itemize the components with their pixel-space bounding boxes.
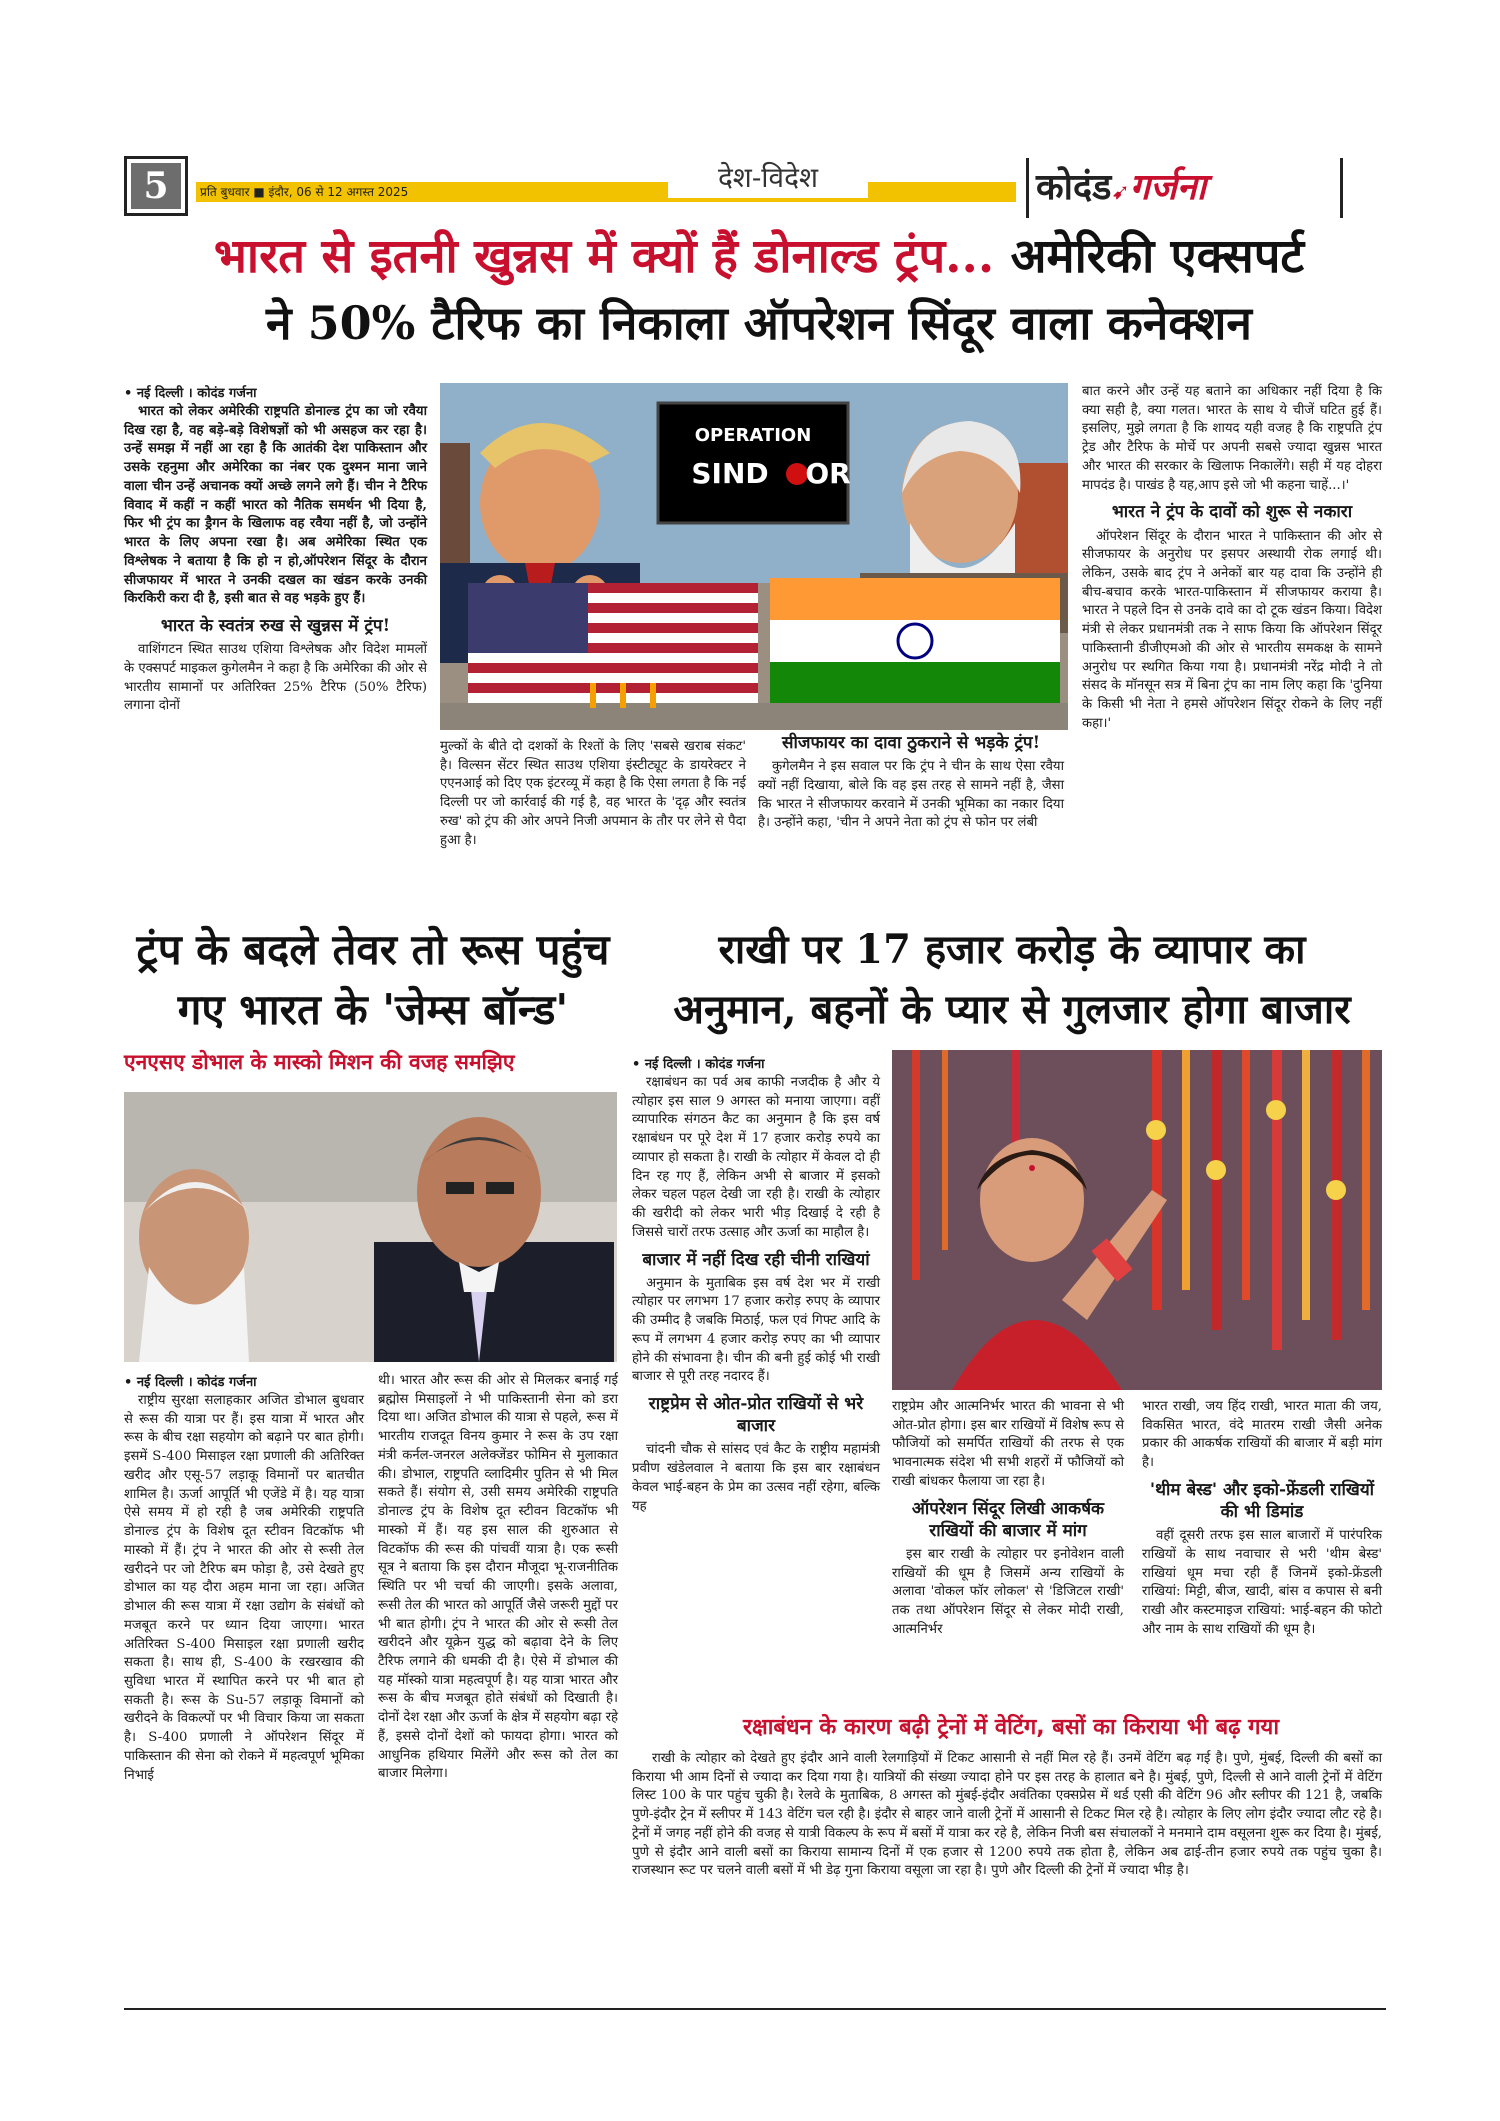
story2-headline-line1: ट्रंप के बदले तेवर तो रूस पहुंच [136, 925, 610, 974]
story2-col1 [124, 1372, 364, 1785]
story1-para-3: कुगेलमैन ने इस सवाल पर कि ट्रंप ने चीन के साथ ऐसा रवैया क्यों नहीं दिखाया, बोले कि वह इस तरह से सामने नहीं है, जैसा कि भारत ने सीजफायर करवाने में उनकी भूमिका का नकार दिया है। उन्होंने कहा, 'चीन ने अपने नेता को ट्रंप से फोन पर लंबी [758, 759, 1064, 831]
brand-part1: कोदंड [1036, 167, 1112, 208]
story1-para-2: मुल्कों के बीते दो दशकों के रिश्तों के लिए 'सबसे खराब संकट' है। विल्सन सेंटर स्थित साउथ एशिया इंस्टीट्यूट के डायरेक्टर ने एएनआई को दिए एक इंटरव्यू में कहा है कि ऐसा लगता है कि नई दिल्ली पर जो कार्रवाई की गई है, वह भारत के 'दृढ़ और स्वतंत्र रुख' को ट्रंप की ओर अपने निजी अपमान के तौर पर लेने से पैदा हुआ है। [440, 739, 746, 848]
usa-flag-container-icon [468, 583, 758, 708]
story3-subhead-3: ऑपरेशन सिंदूर लिखी आकर्षक राखियों की बाजार में मांग [911, 1498, 1105, 1541]
brand-logo [1036, 160, 1336, 216]
story3-subhead-1: बाजार में नहीं दिख रही चीनी राखियां [642, 1249, 870, 1270]
india-flag-container-icon [770, 578, 1060, 704]
story3-para-6: वहीं दूसरी तरफ इस साल बाजारों में पारंपरिक राखियों के साथ नवाचार से भरी 'थीम बेस्ड' राखियां धूम मचा रही हैं जिनमें इको-फ्रेंडली राखियां: मिट्टी, बीज, खादी, बांस व कपास से बनी राखी और कस्टमाइज राखियां: भाई-बहन की फोटो और नाम के साथ राखियों की धूम है। [1142, 1528, 1382, 1637]
section-title: देश-विदेश [668, 158, 868, 198]
story3-headline [632, 920, 1392, 1040]
story1-dateline: • नई दिल्ली । कोदंड गर्जना [124, 386, 257, 401]
story1-subhead-1: भारत के स्वतंत्र रुख से खुन्नस में ट्रंप! [160, 616, 391, 637]
story3-lead: रक्षाबंधन का पर्व अब काफी नजदीक है और ये त्योहार इस साल 9 अगस्त को मनाया जाएगा। वहीं व्यापारिक संगठन कैट का अनुमान है कि इस वर्ष रक्षाबंधन पर पूरे देश में 17 हजार करोड़ रुपये का व्यापार हो सकता है। राखी के त्योहार में केवल दो ही दिन रह गए हैं, लेकिन अभी से बाजार में इसको लेकर चहल पहल देखी जा रही है। राखी के त्योहार की खरीदी को लेकर भारी भीड़ दिखाई दे रही है जिससे चारों तरफ उत्साह और ऊर्जा का माहौल है। [632, 1075, 880, 1240]
brand-part2: गर्जना [1129, 167, 1207, 208]
page-number-box [124, 156, 188, 216]
story1-subhead-3: भारत ने ट्रंप के दावों को शुरू से नकारा [1111, 502, 1353, 523]
story2-col2-text: थी। भारत और रूस की ओर से मिलकर बनाई गई ब्रह्मोस मिसाइलों ने भी पाकिस्तानी सेना को डरा दिया था। अजित डोभाल की यात्रा से पहले, रूस में भारतीय राजदूत विनय कुमार ने रूस के उप रक्षा मंत्री कर्नल-जनरल अलेक्जेंडर फोमिन से मुलाकात की। डोभाल, राष्ट्रपति व्लादिमीर पुतिन से भी मिल सकते हैं। संयोग से, उसी समय अमेरिकी राष्ट्रपति डोनाल्ड ट्रंप के विशेष दूत स्टीवन विटकॉफ भी मास्को में हैं। यह इस साल की शुरुआत से विटकॉफ की रूस की पांचवीं यात्रा है। एक रूसी सूत्र ने बताया कि इस दौरान मौजूदा भू-राजनीतिक स्थिति पर भी चर्चा की जाएगी। इसके अलावा, रूसी तेल की भारत को आपूर्ति जैसे जरूरी मुद्दों पर भी बात होगी। ट्रंप ने भारत की ओर से रूसी तेल खरीदने और यूक्रेन युद्ध को बढ़ावा देने के लिए टैरिफ लगाने की धमकी दी है। ऐसे में डोभाल की यह मॉस्को यात्रा महत्वपूर्ण है। यह यात्रा भारत और रूस के बीच मजबूत होते संबंधों को दिखाती है। दोनों देश रक्षा और ऊर्जा के क्षेत्र में सहयोग बढ़ा रहे हैं, इससे दोनों देशों को फायदा होगा। भारत को आधुनिक हथियार मिलेंगे और रूस को तेल का बाजार मिलेगा। [378, 1373, 618, 1782]
story3-dateline: • नई दिल्ली । कोदंड गर्जना [632, 1057, 765, 1072]
story3-headline-line1: राखी पर 17 हजार करोड़ के व्यापार का [718, 926, 1306, 973]
story4-body-wrap [632, 1750, 1382, 1881]
modi-doval-photo [124, 1092, 617, 1362]
story2-kicker: एनएसए डोभाल के मास्को मिशन की वजह समझिए [124, 1050, 515, 1074]
story1-subhead-2: सीजफायर का दावा ठुकराने से भड़के ट्रंप! [781, 733, 1041, 753]
story1-para-1: वाशिंगटन स्थित साउथ एशिया विश्लेषक और विदेश मामलों के एक्सपर्ट माइकल कुगेलमैन ने कहा है कि अमेरिका की ओर से भारतीय सामानों पर अतिरिक्त 25% टैरिफ (50% टैरिफ) लगाना दोनों [124, 642, 427, 714]
masthead-divider-right [1340, 158, 1343, 218]
story1-col2 [440, 738, 746, 850]
brand-arrow-icon: ➹ [1111, 180, 1130, 205]
story1-col3 [758, 732, 1064, 833]
issue-line: प्रति बुधवार ■ इंदौर, 06 से 12 अगस्त 2025 [200, 185, 409, 199]
story3-para-2: चांदनी चौक से सांसद एवं कैट के राष्ट्रीय महामंत्री प्रवीण खंडेलवाल ने बताया कि इस बार रक्षाबंधन केवल भाई-बहन के प्रेम का उत्सव नहीं रहेगा, बल्कि यह [632, 1442, 880, 1514]
story3-para-1: अनुमान के मुताबिक इस वर्ष देश भर में राखी त्योहार पर लगभग 17 हजार करोड़ रुपए के व्यापार की उम्मीद है जबकि मिठाई, फल एवं गिफ्ट आदि के रूप में लगभग 4 हजार करोड़ रुपए का भी व्यापार होने की संभावना है। चीन की बनी हुई कोई भी राखी बाजार से पूरी तरह नदारद हैं। [632, 1275, 880, 1385]
story1-headline [124, 224, 1394, 356]
story1-headline-line2: ने 50% टैरिफ का निकाला ऑपरेशन सिंदूर वाला कनेक्शन [266, 296, 1252, 350]
story4-headline: रक्षाबंधन के कारण बढ़ी ट्रेनों में वेटिंग, बसों का किराया भी बढ़ गया [742, 1715, 1280, 1740]
photo-text-or: OR [805, 457, 851, 490]
story2-headline [118, 920, 628, 1040]
masthead-divider-left [1026, 158, 1029, 218]
page-number: 5 [131, 163, 181, 209]
trump-modi-operation-sindoor-photo [440, 383, 1068, 730]
story1-para-4: बात करने और उन्हें यह बताने का अधिकार नहीं दिया है कि क्या सही है, क्या गलत। भारत के साथ ये चीजें घटित हुई हैं। इसलिए, मुझे लगता है कि शायद यही वजह है कि राष्ट्रपति ट्रंप ट्रेड और टैरिफ के मोर्चे पर अपनी सबसे ज्यादा खुन्नस भारत और भारत की सरकार के खिलाफ निकालेंगे। सही में यह दोहरा मापदंड है। पाखंड है यह,आप इसे जो भी कहना चाहें...।' [1082, 384, 1382, 493]
story1-col4 [1082, 383, 1382, 734]
story3-headline-line2: अनुमान, बहनों के प्यार से गुलजार होगा बाजार [673, 986, 1351, 1033]
rakhi-market-photo [892, 1050, 1382, 1390]
footer-rule [124, 2008, 1386, 2010]
story1-headline-black: अमेरिकी एक्सपर्ट [994, 229, 1305, 284]
story3-para-3: राष्ट्रप्रेम और आत्मनिर्भर भारत की भावना से भी ओत-प्रोत होगा। इस बार राखियों में विशेष रूप से फौजियों को समर्पित राखियों की तरफ से एक भावनात्मक संदेश भी सभी शहरों में फौजियों को राखी बांधकर फैलाया जा रहा है। [892, 1399, 1124, 1489]
photo-text-sindoor: SIND [691, 457, 769, 490]
photo-text-operation: OPERATION [694, 425, 812, 446]
story1-headline-red: भारत से इतनी खुन्नस में क्यों हैं डोनाल्ड ट्रंप... [213, 229, 995, 284]
story1-col1 [124, 383, 427, 716]
story2-dateline: • नई दिल्ली । कोदंड गर्जना [124, 1375, 257, 1390]
story3-col3 [1142, 1398, 1382, 1640]
story3-subhead-4: 'थीम बेस्ड' और इको-फ्रेंडली राखियों की भी डिमांड [1149, 1479, 1375, 1523]
story2-col1-text: राष्ट्रीय सुरक्षा सलाहकार अजित डोभाल बुधवार से रूस की यात्रा पर हैं। इस यात्रा में भारत और रूस के बीच रक्षा सहयोग को बढ़ाने पर बात होगी। इसमें S-400 मिसाइल रक्षा प्रणाली की अतिरिक्त खरीद और एसू-57 लड़ाकू विमानों पर बातचीत शामिल है। ऊर्जा आपूर्ति भी एजेंडे में है। यह यात्रा ऐसे समय में हो रही है जब अमेरिकी राष्ट्रपति डोनाल्ड ट्रंप के विशेष दूत स्टीवन विटकॉफ भी मास्को में हैं। ट्रंप ने भारत की ओर से रूसी तेल खरीदने पर जो टैरिफ बम फोड़ा है, उसे देखते हुए डोभाल का यह दौरा अहम माना जा रहा। अजित डोभाल की रूस यात्रा में रक्षा उद्योग के संबंधों को मजबूत करने पर ध्यान दिया जाएगा। भारत अतिरिक्त S-400 मिसाइल रक्षा प्रणाली खरीद सकता है। साथ ही, S-400 के रखरखाव की सुविधा भारत में स्थापित करने पर भी बात हो सकती है। रूस के Su-57 लड़ाकू विमानों को खरीदने के विकल्पों पर भी विचार किया जा सकता है। S-400 प्रणाली ने ऑपरेशन सिंदूर में पाकिस्तान की सेना को रोकने में महत्वपूर्ण भूमिका निभाई [124, 1393, 364, 1783]
story4-body: राखी के त्योहार को देखते हुए इंदौर आने वाली रेलगाड़ियों में टिकट आसानी से नहीं मिल रहे हैं। उनमें वेटिंग बढ़ गई है। पुणे, मुंबई, दिल्ली की बसों का किराया भी आम दिनों से ज्यादा कर दिया गया है। यात्रियों की संख्या ज्यादा होने पर इस तरह के हालात बने है। मुंबई, पुणे, दिल्ली से आने वाली ट्रेनों में वेटिंग लिस्ट 100 के पार पहुंच चुकी है। रेलवे के मुताबिक, 8 अगस्त को मुंबई-इंदौर अवंतिका एक्सप्रेस में थर्ड एसी की वेटिंग 96 और स्लीपर की 121 है, जबकि पुणे-इंदौर ट्रेन में स्लीपर में 143 वेटिंग चल रही है। इंदौर से बाहर जाने वाली ट्रेनों में आसानी से टिकट मिल रहे है। त्योहार के लिए लोग इंदौर ज्यादा लौट रहे है। ट्रेनों में जगह नहीं होने की वजह से यात्री विकल्प के रूप में बसों में यात्रा कर रहे है, लेकिन निजी बस संचालकों ने मनमाने दाम वसूलना शुरू कर दिया है। मुंबई, पुणे से इंदौर आने वाली बसों का किराया सामान्य दिनों में एक हजार से 1200 रुपये तक होता है, लेकिन अब ढाई-तीन हजार रुपये तक पहुंच चुका है। राजस्थान रूट पर चलने वाली बसों में भी डेढ़ गुना किराया वसूला जा रहा है। पुणे और दिल्ली की ट्रेनों में ज्यादा भीड़ है। [632, 1751, 1382, 1879]
story1-para-5: ऑपरेशन सिंदूर के दौरान भारत ने पाकिस्तान की ओर से सीजफायर के अनुरोध पर इसपर अस्थायी रोक लगाई थी। लेकिन, उसके बाद ट्रंप ने अनेकों बार यह दावा कि उन्होंने ही बीच-बचाव करके भारत-पाकिस्तान में सीजफायर कराया है। भारत ने पहले दिन से उनके दावे का दो टूक खंडन किया। विदेश मंत्री से लेकर प्रधानमंत्री तक ने साफ किया कि ऑपरेशन सिंदूर पाकिस्तानी डीजीएमओ की ओर से भारतीय समकक्ष के सामने अनुरोध पर स्थगित किया गया है। प्रधानमंत्री नरेंद्र मोदी ने तो संसद के मॉनसून सत्र में बिना ट्रंप का नाम लिए कहा कि 'दुनिया के किसी भी नेता ने हमसे ऑपरेशन सिंदूर रोकने के लिए नहीं कहा।' [1082, 528, 1382, 731]
story2-headline-line2: गए भारत के 'जेम्स बॉन्ड' [177, 985, 569, 1034]
story3-col2 [892, 1398, 1124, 1640]
story3-para-5: भारत राखी, जय हिंद राखी, भारत माता की जय, विकसित भारत, वंदे मातरम राखी जैसी अनेक प्रकार की आकर्षक राखियों की बाजार में बड़ी मांग है। [1142, 1399, 1382, 1471]
story2-col2 [378, 1372, 618, 1784]
story3-subhead-2: राष्ट्रप्रेम से ओत-प्रोत राखियों से भरे बाजार [648, 1394, 864, 1437]
story1-lead: भारत को लेकर अमेरिकी राष्ट्रपति डोनाल्ड ट्रंप का जो रवैया दिख रहा है, वह बड़े-बड़े विशेषज्ञों को भी असहज कर रहा है। उन्हें समझ में नहीं आ रहा है कि आतंकी देश पाकिस्तान और उसके रहनुमा और अमेरिका का नंबर एक दुश्मन माना जाने वाला चीन उन्हें अचानक क्यों अच्छे लगने लगे हैं। चीन ने टैरिफ विवाद में कहीं न कहीं भारत को नैतिक समर्थन भी दिया है, फिर भी ट्रंप का ड्रैगन के खिलाफ वह रवैया नहीं है, जो उन्होंने भारत के लिए अपना रखा है। अब अमेरिका स्थित एक विश्लेषक ने बताया है कि हो न हो,ऑपरेशन सिंदूर के दौरान सीजफायर में भारत ने उनकी दखल का खंडन करके उनकी किरकिरी करा दी है, इसी बात से वह भड़के हुए हैं। [124, 404, 427, 607]
story3-para-4: इस बार राखी के त्योहार पर इनोवेशन वाली राखियों की धूम है जिसमें अन्य राखियों के अलावा 'वोकल फॉर लोकल' से 'डिजिटल राखी' तक तथा ऑपरेशन सिंदूर से लेकर मोदी राखी, आत्मनिर्भर [892, 1546, 1124, 1637]
story3-col1 [632, 1054, 880, 1516]
